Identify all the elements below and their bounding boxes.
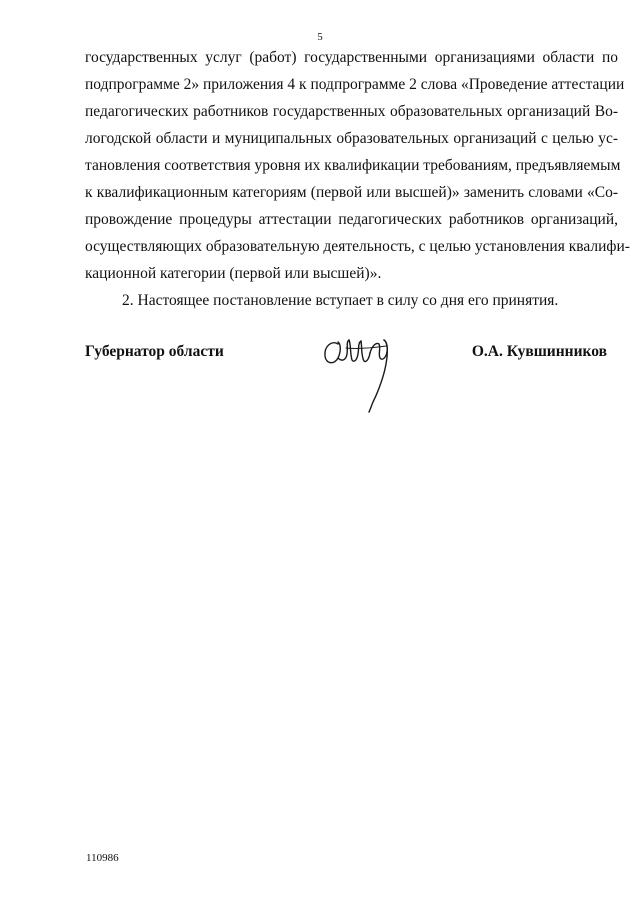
- body-line: подпрограмме 2» приложения 4 к подпрограмме 2 слова «Проведение аттестации: [85, 76, 625, 93]
- body-line: кационной категории (первой или высшей)».: [85, 265, 382, 282]
- body-line: государственных услуг (работ) государственными организациями области по: [85, 49, 618, 66]
- body-line: логодской области и муниципальных образовательных организаций с целью ус-: [85, 130, 618, 147]
- page-number: 5: [317, 31, 323, 43]
- body-line: к квалификационным категориям (первой или высшей)» заменить словами «Со-: [85, 184, 618, 201]
- document-code: 110986: [86, 852, 119, 864]
- body-line: провождение процедуры аттестации педагогических работников организаций,: [85, 211, 618, 228]
- body-line: осуществляющих образовательную деятельность, с целью установления квалифи-: [85, 238, 630, 255]
- clause-2: 2. Настоящее постановление вступает в силу со дня его принятия.: [122, 292, 559, 309]
- handwritten-signature: [316, 318, 416, 416]
- body-line: тановления соответствия уровня их квалификации требованиям, предъявляемым: [85, 157, 621, 174]
- signatory-title: Губернатор области: [85, 343, 224, 360]
- body-line: педагогических работников государственных образовательных организаций Во-: [85, 103, 618, 120]
- signatory-name: О.А. Кувшинников: [471, 343, 607, 360]
